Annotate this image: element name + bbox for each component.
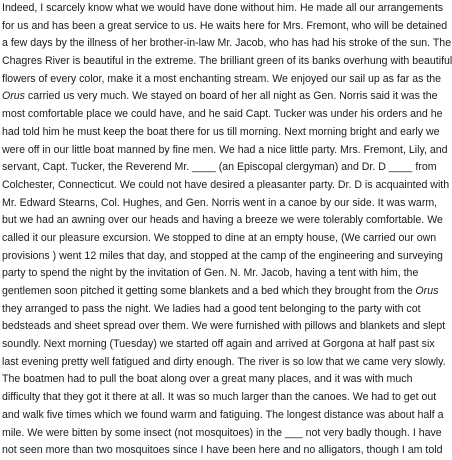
text-line bbox=[2, 71, 442, 89]
text-line bbox=[2, 318, 446, 336]
text-line bbox=[2, 354, 446, 372]
letter-body-text bbox=[2, 0, 452, 460]
text-segment: most comfortable place we could have, and he said Capt. Tucker was under his orders and he bbox=[2, 108, 443, 121]
ship-name-italic: Orus bbox=[415, 285, 439, 297]
text-segment: gentlemen soon pitched it getting some blankets and a bed which they brought from the bbox=[2, 285, 416, 297]
text-segment: carried us very much. We stayed on board of her all night as Gen. Norris said it was the bbox=[24, 90, 438, 103]
text-segment: for us and has been a great service to us. He waits here for Mrs. Fremont, who will be detained bbox=[2, 19, 448, 32]
text-segment: a few days by the illness of her brother-in-law Mr. Jacob, who has had his stroke of the sun. The bbox=[2, 37, 452, 50]
text-segment: flowers of every color, make it a most enchanting stream. We enjoyed our sail up as far as the bbox=[2, 72, 442, 85]
text-segment: called it our pleasure excursion. We stopped to dine at an empty house, (We carried our own bbox=[2, 231, 437, 244]
text-line bbox=[2, 88, 438, 106]
text-segment: last evening pretty well fatigued and dirty enough. The river is so low that we came very slowly. bbox=[2, 355, 446, 368]
text-line bbox=[2, 407, 444, 425]
text-line bbox=[2, 35, 452, 53]
text-segment: bedsteads and sheet spread over them. We were furnished with pillows and blankets and slept bbox=[2, 320, 446, 333]
text-line bbox=[2, 18, 448, 36]
text-line bbox=[2, 301, 421, 319]
ship-name-italic: Orus bbox=[2, 90, 25, 103]
text-segment: mile. We were bitten by some insect (not mosquitoes) in the ___ not very badly though. I have bbox=[2, 426, 442, 439]
text-segment: had told him he must keep the boat there for us till morning. Next morning bright and early we bbox=[2, 125, 440, 138]
text-segment: but we had an awning over our heads and having a breeze we were tolerably comfortable. We bbox=[2, 214, 443, 227]
text-line bbox=[2, 177, 450, 195]
text-line bbox=[2, 265, 419, 283]
text-segment: Colchester, Connecticut. We could not have desired a pleasanter party. Dr. D is acquainted with bbox=[2, 178, 450, 191]
text-segment: provisions ) went 12 miles that day, and stopped at the camp of the engineering and surveying bbox=[2, 249, 443, 262]
text-line bbox=[2, 442, 443, 460]
text-segment: party to spend the night by the invitation of Gen. N. Mr. Jacob, having a tent with him, the bbox=[2, 267, 419, 280]
text-segment: Mr. Edward Stearns, Col. Hughes, and Gen. Norris went in a canoe by our side. It was warm, bbox=[2, 196, 438, 209]
text-line bbox=[2, 195, 438, 213]
text-line bbox=[2, 53, 452, 71]
text-segment: not seen more than two mosquitoes since I have been here and no alligators, though I am told bbox=[2, 444, 443, 457]
text-line bbox=[2, 283, 439, 301]
text-line bbox=[2, 212, 443, 230]
text-segment: and walk five times which we found warm and fatiguing. The longest distance was about half a bbox=[2, 408, 444, 421]
text-line bbox=[2, 230, 437, 248]
text-line bbox=[2, 425, 442, 443]
text-segment: soundly. Next morning (Tuesday) we started off again and arrived at Gorgona at half past six bbox=[2, 338, 435, 351]
text-segment: Indeed, I scarcely know what we would have done without him. He made all our arrangements bbox=[2, 2, 444, 14]
text-segment: difficulty that they got it there at all. It was so much larger than the canoes. We had to get out bbox=[2, 391, 437, 404]
text-line bbox=[2, 371, 413, 389]
text-line bbox=[2, 106, 443, 124]
text-segment: The boatmen had to pull the boat along over a great many places, and it was with much bbox=[2, 373, 413, 386]
text-line bbox=[2, 389, 437, 407]
text-line bbox=[2, 124, 440, 142]
text-line bbox=[2, 159, 437, 177]
text-line bbox=[2, 0, 444, 18]
text-line bbox=[2, 248, 443, 266]
text-segment: Chagres River is beautiful in the extreme. The brilliant green of its banks overhung with beautiful bbox=[2, 55, 452, 68]
text-line bbox=[2, 142, 448, 160]
text-line bbox=[2, 336, 435, 354]
text-segment: were off in our little boat manned by fine men. We had a nice little party. Mrs. Fremont, Lily, and bbox=[2, 143, 448, 156]
text-segment: they arranged to pass the night. We ladies had a good tent belonging to the party with cot bbox=[2, 302, 421, 315]
text-segment: servant, Capt. Tucker, the Reverend Mr. ____ (an Episcopal clergyman) and Dr. D ____ from bbox=[2, 161, 437, 174]
